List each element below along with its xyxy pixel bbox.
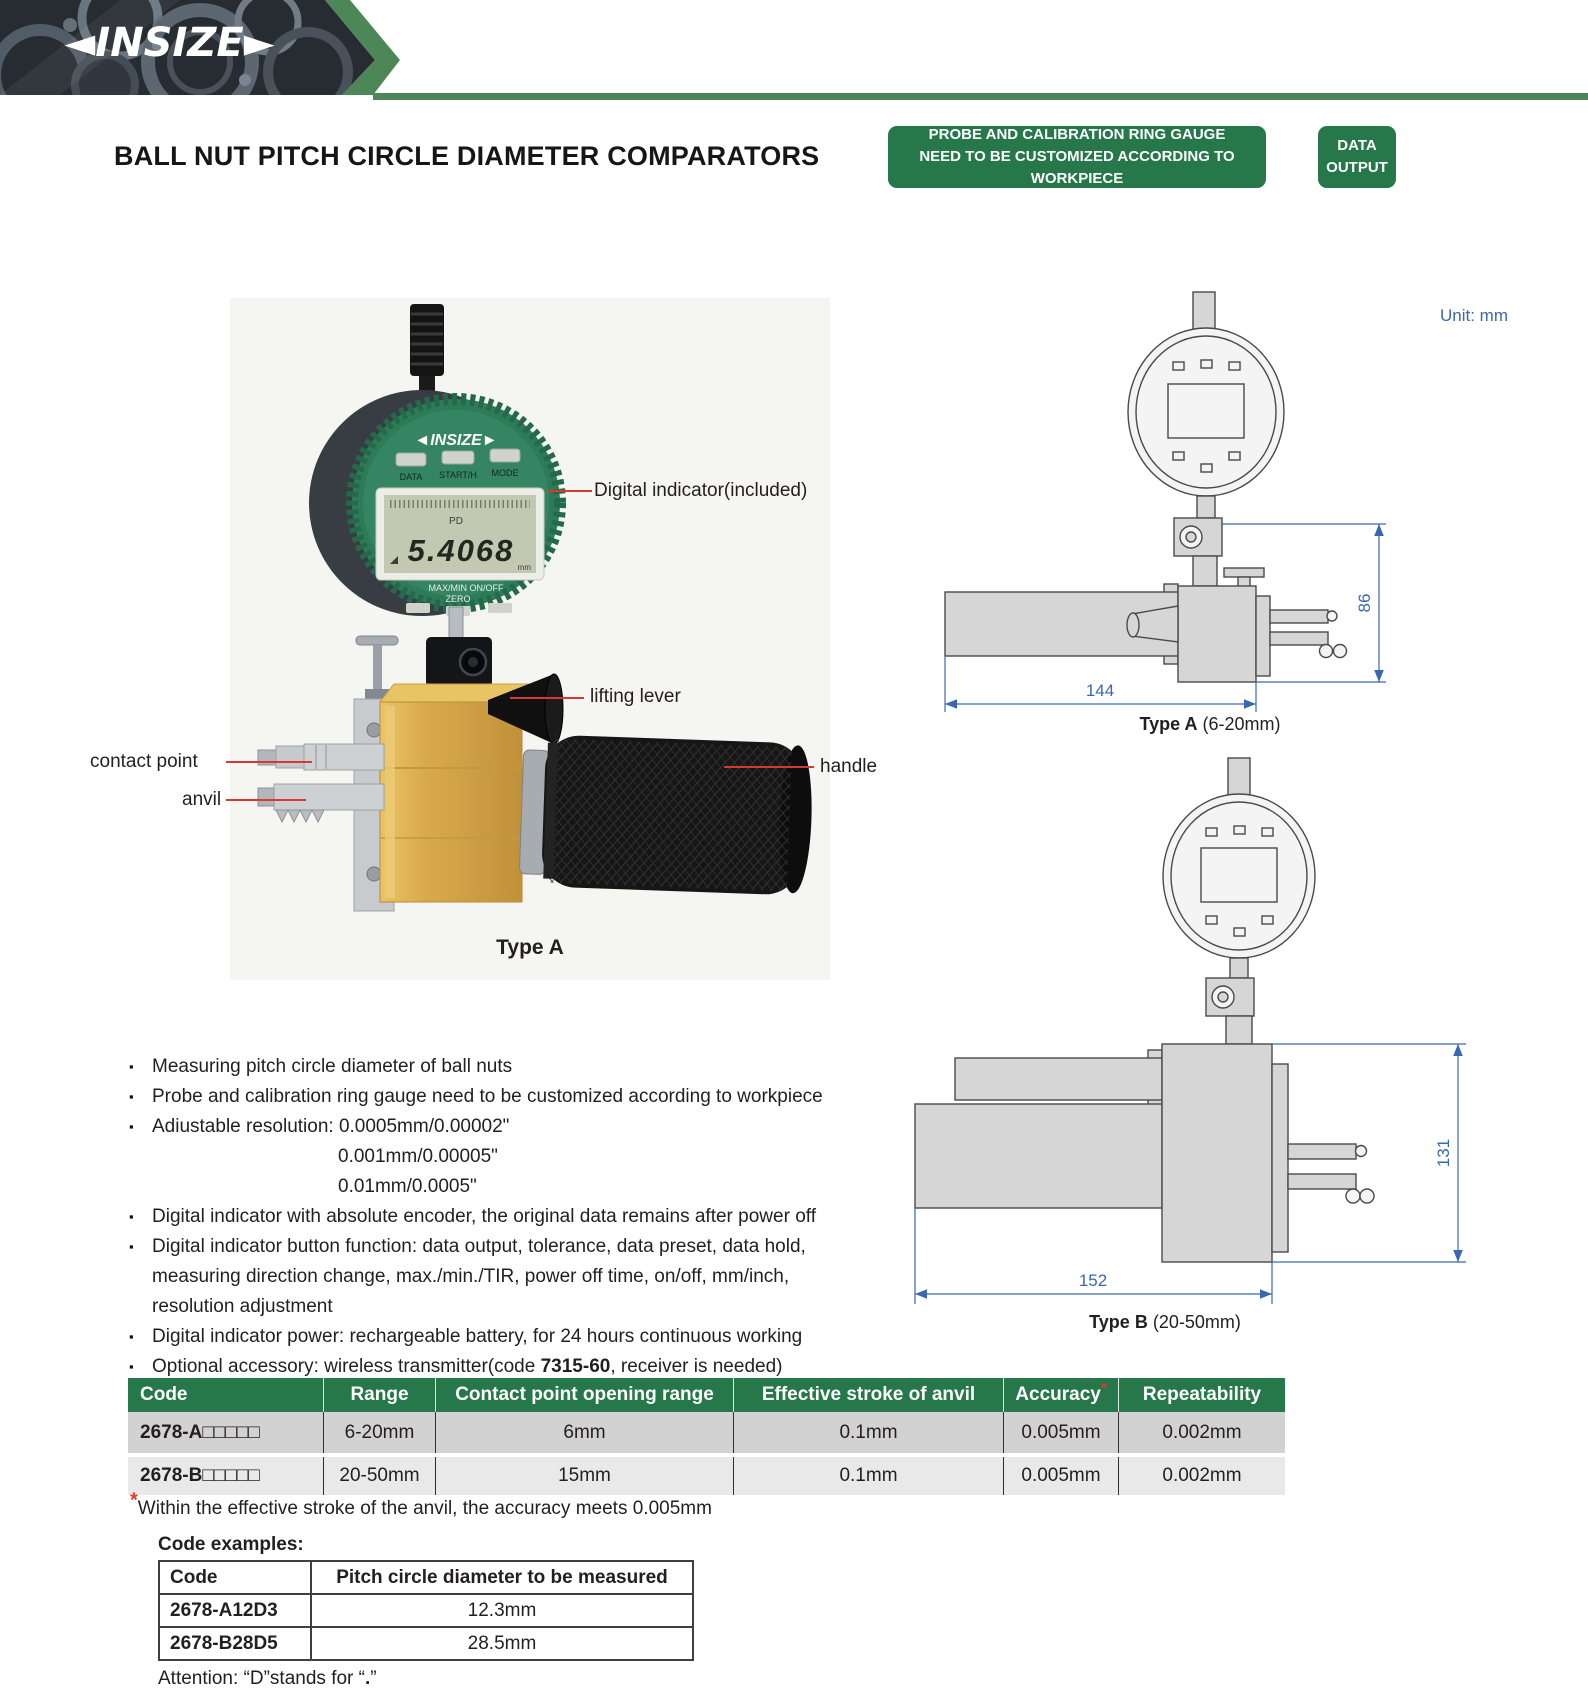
col-header-accuracy: Accuracy* <box>1003 1378 1118 1412</box>
accuracy-footnote: *Within the effective stroke of the anvil, the accuracy meets 0.005mm <box>130 1489 712 1519</box>
spec-table-header <box>128 1378 1285 1412</box>
drawing-type-a <box>945 292 1347 682</box>
label-contact-point: contact point <box>90 751 198 772</box>
feature-item: ▪ Measuring pitch circle diameter of ball nuts <box>128 1052 876 1082</box>
feature-item: ▪ Digital indicator with absolute encoder, the original data remains after power off <box>128 1202 876 1232</box>
dim-type-b-width: 152 <box>1078 1271 1108 1290</box>
label-handle: handle <box>820 756 878 777</box>
leader-anvil <box>226 799 306 801</box>
leader-indicator <box>548 490 592 492</box>
feature-item: ▪ Probe and calibration ring gauge need to be customized according to workpiece <box>128 1082 876 1112</box>
digital-indicator <box>309 390 560 616</box>
code-examples-label: Code examples: <box>158 1534 304 1555</box>
leader-lever <box>510 697 584 699</box>
lcd-reading: 5.4068 <box>407 533 515 568</box>
attention-note: Attention: “D”stands for “.” <box>158 1668 377 1689</box>
col-header-repeatability: Repeatability <box>1118 1378 1285 1412</box>
footnote-asterisk: * <box>130 1489 138 1512</box>
feature-subline: 0.01mm/0.0005" <box>338 1176 477 1197</box>
feature-item: ▪ Digital indicator power: rechargeable battery, for 24 hours continuous working <box>128 1322 876 1352</box>
dim-type-a-width: 144 <box>1085 681 1115 700</box>
lcd-bottom-label1: MAX/MIN ON/OFF <box>428 583 504 593</box>
lcd-unit: mm <box>517 563 531 572</box>
handle <box>519 734 814 896</box>
table-row: 2678-A□□□□□ 6-20mm 6mm 0.1mm 0.005mm 0.002mm <box>128 1412 1285 1453</box>
example-col-diameter: Pitch circle diameter to be measured <box>311 1561 693 1594</box>
label-lifting-lever: lifting lever <box>590 686 681 707</box>
probe-note-line1: PROBE AND CALIBRATION RING GAUGE <box>928 126 1226 144</box>
col-header-range: Range <box>323 1378 435 1412</box>
spec-table <box>128 1378 1285 1495</box>
button-label-mode: MODE <box>491 468 519 478</box>
data-output-badge <box>1318 126 1396 188</box>
table-row: 2678-B□□□□□ 20-50mm 15mm 0.1mm 0.005mm 0.002mm <box>128 1457 1285 1495</box>
caption-type-b: Type B (20-50mm) <box>1089 1312 1241 1332</box>
dim-type-b-height: 131 <box>1434 1138 1453 1168</box>
leader-contact <box>226 761 312 763</box>
col-header-contact: Contact point opening range <box>435 1378 733 1412</box>
drawing-type-b <box>915 758 1374 1262</box>
contact-point <box>258 744 384 770</box>
label-digital-indicator: Digital indicator(included) <box>594 480 808 501</box>
clamp-block <box>426 637 492 687</box>
example-col-code: Code <box>159 1561 311 1594</box>
product-photo <box>230 298 830 980</box>
col-header-stroke: Effective stroke of anvil <box>733 1378 1003 1412</box>
page-title: BALL NUT PITCH CIRCLE DIAMETER COMPARATORS <box>114 141 820 171</box>
table-row: 2678-B28D5 28.5mm <box>159 1627 693 1660</box>
accuracy-asterisk: * <box>1100 1379 1107 1397</box>
feature-item: ▪ Adiustable resolution: 0.0005mm/0.00002" <box>128 1112 876 1142</box>
product-illustration <box>230 298 830 980</box>
col-header-code: Code <box>140 1384 188 1405</box>
unit-note: Unit: mm <box>1440 306 1508 325</box>
technical-drawings <box>900 280 1588 1390</box>
button-label-start: START/H <box>439 470 477 480</box>
probe-note-line2: NEED TO BE CUSTOMIZED ACCORDING TO WORKPIECE <box>919 148 1235 187</box>
code-examples-table <box>158 1560 694 1661</box>
feature-item: ▪ Digital indicator button function: data output, tolerance, data preset, data hold, measuring direction change, max./min./TIR, power off time, on/off, mm/inch, resolution adjustment <box>128 1232 876 1322</box>
code-examples-header-row <box>159 1561 693 1594</box>
spindle <box>449 607 463 639</box>
label-anvil: anvil <box>182 789 222 810</box>
insize-logo: ◄INSIZE► <box>64 20 275 66</box>
green-rule <box>373 93 1588 100</box>
feature-subline: 0.001mm/0.00005" <box>338 1146 498 1167</box>
leader-handle <box>724 766 814 768</box>
photo-caption-type-a: Type A <box>496 936 564 959</box>
data-output-line1: DATA <box>1337 137 1377 155</box>
lcd-mode: PD <box>449 516 463 527</box>
button-label-data: DATA <box>399 472 423 482</box>
lcd-bottom-label2: ZERO <box>445 594 471 604</box>
probe-note-badge <box>888 126 1266 188</box>
table-row: 2678-A12D3 12.3mm <box>159 1594 693 1627</box>
feature-item: ▪ Optional accessory: wireless transmitter(code 7315-60, receiver is needed) <box>128 1352 876 1382</box>
caption-type-a: Type A (6-20mm) <box>1139 714 1281 734</box>
indicator-logo: ◄INSIZE► <box>414 432 498 449</box>
dim-type-a-height: 86 <box>1355 593 1374 613</box>
data-output-line2: OUTPUT <box>1326 159 1388 176</box>
feature-list <box>128 1052 876 1382</box>
